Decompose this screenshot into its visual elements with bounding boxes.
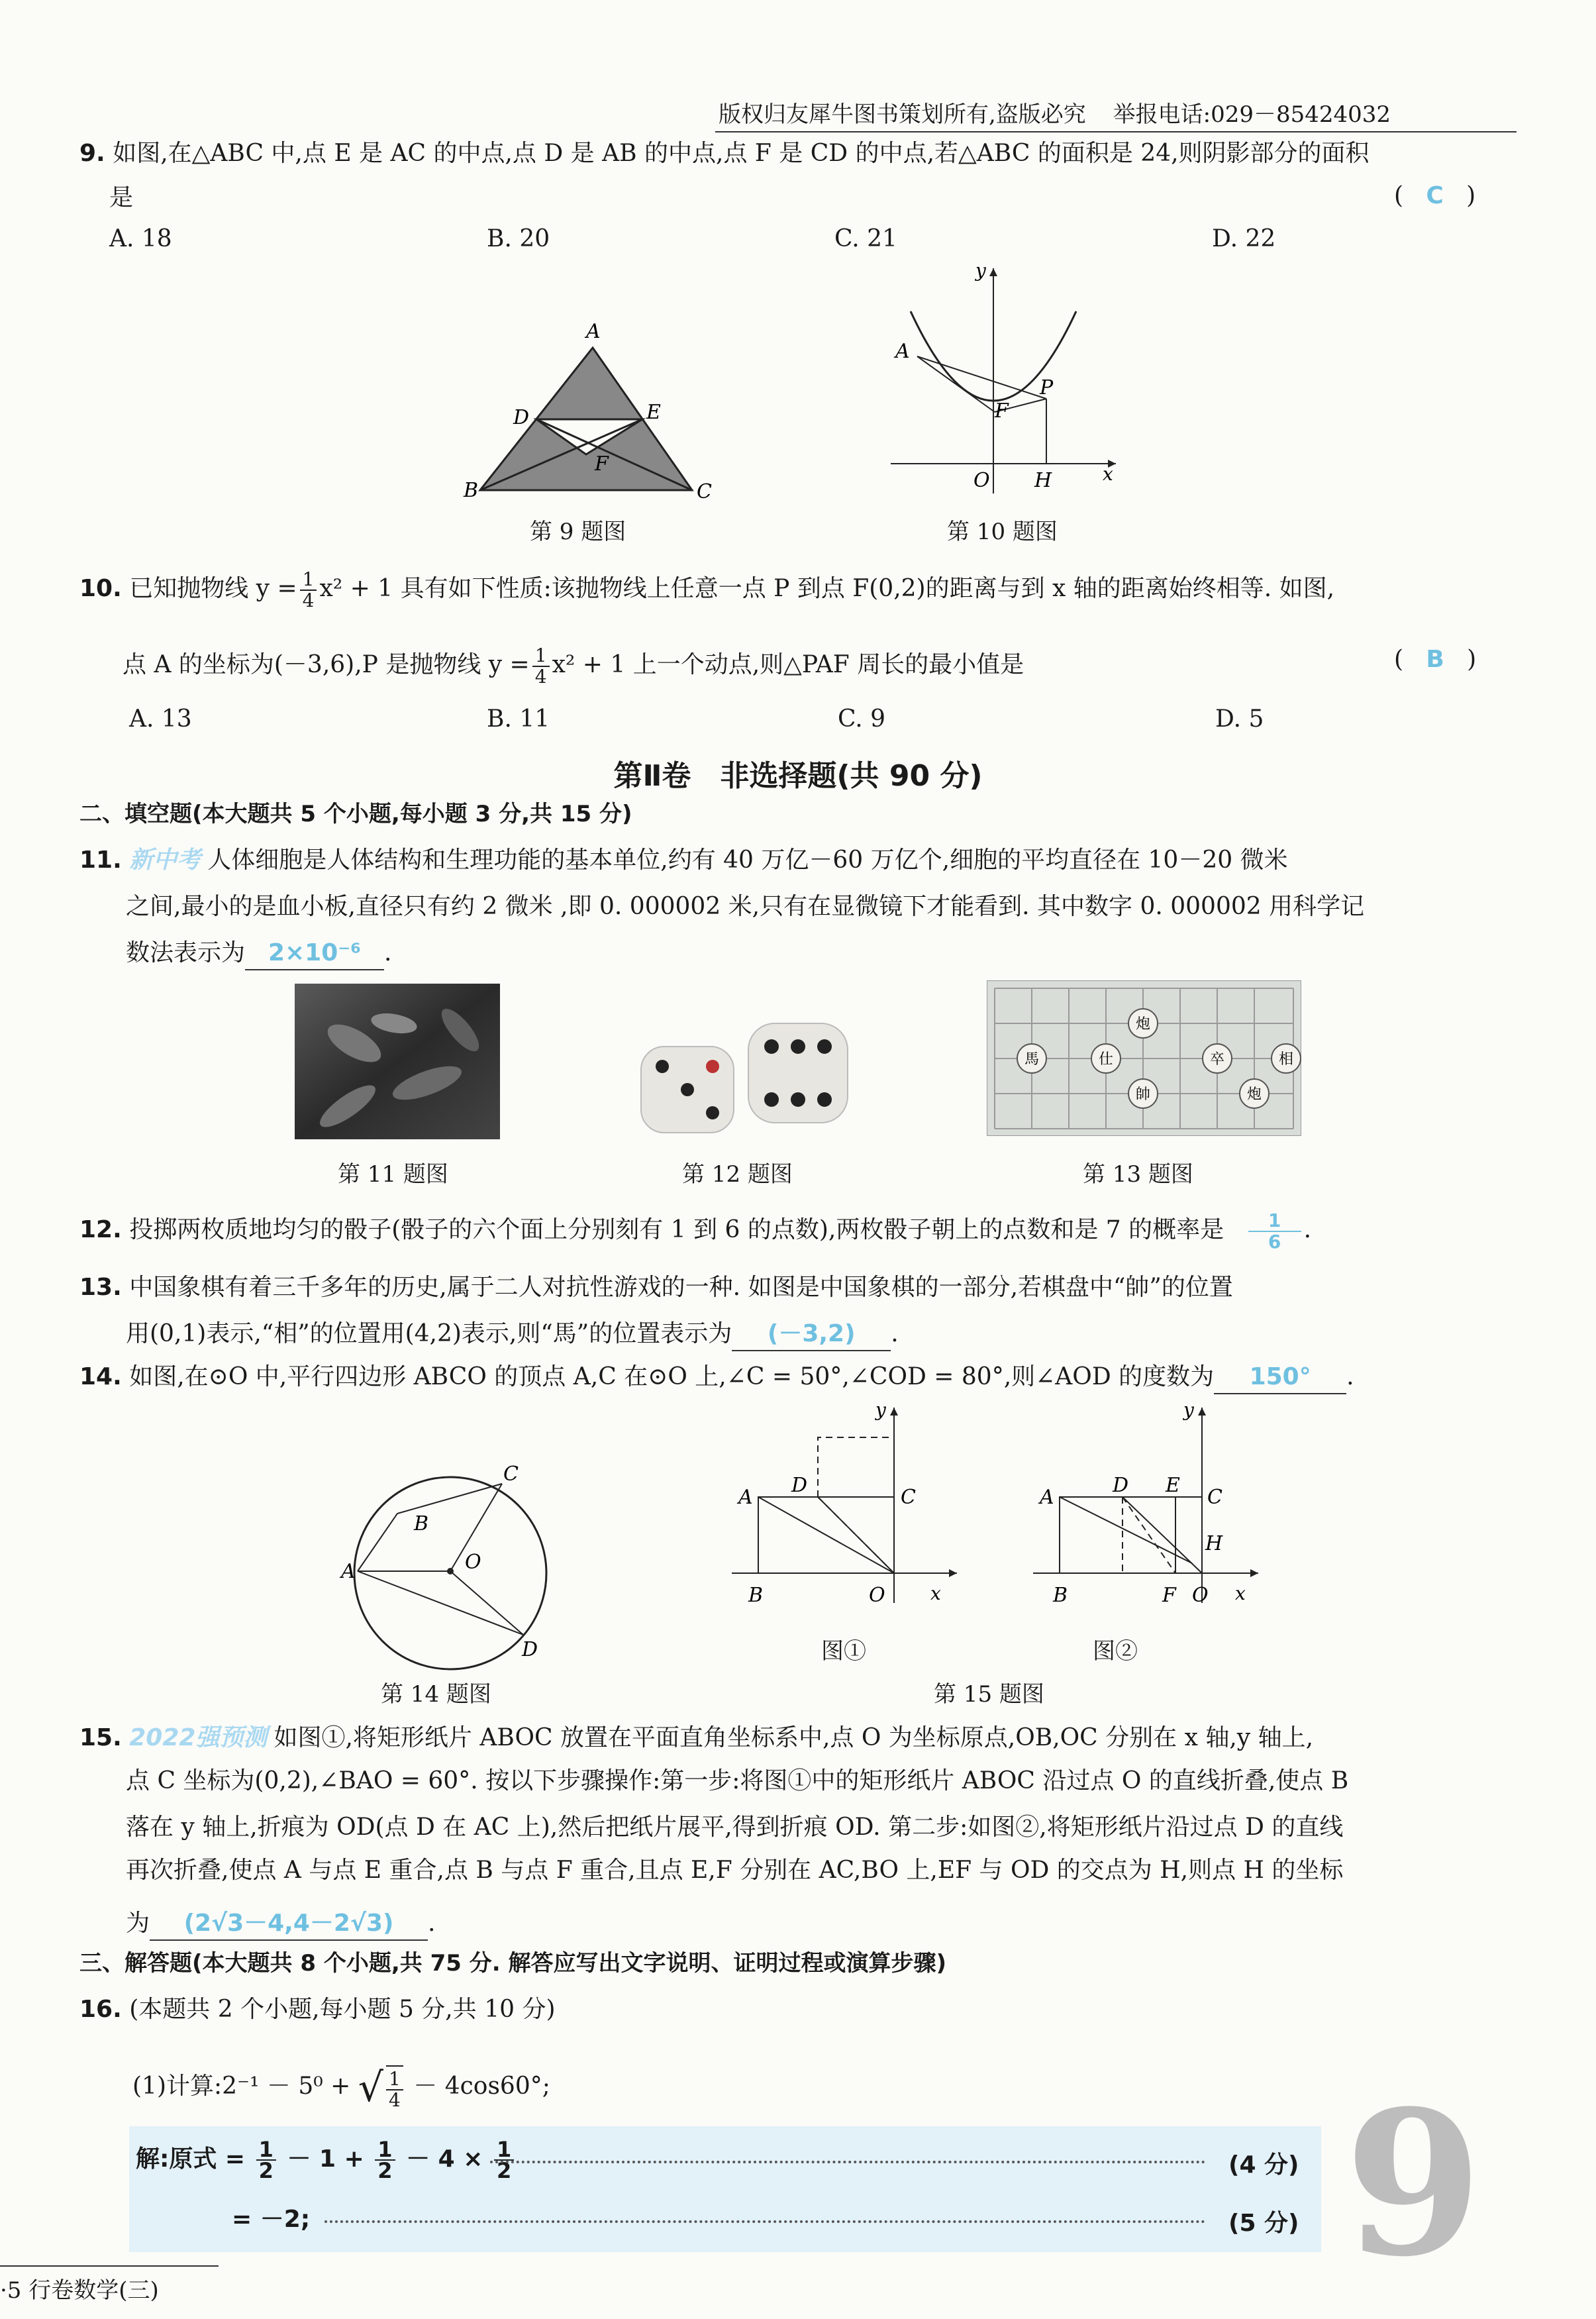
q15-answer: (2√3－4,4－2√3) [150, 1908, 428, 1941]
sol-frac3-num: 1 [494, 2139, 514, 2161]
chess-piece-ma: 馬 [1024, 1051, 1040, 1068]
sol-score-1: (4 分) [1228, 2151, 1299, 2179]
q11-cell-image [295, 984, 500, 1139]
q16-part1 [132, 2060, 550, 2114]
q15f2-label-d: D [1113, 1474, 1129, 1497]
q15-figure-1 [728, 1398, 967, 1616]
q16-part1b: － 4cos60°; [413, 2073, 550, 2100]
q10-option-b: B. 11 [487, 705, 550, 733]
sol-frac-1 [256, 2139, 276, 2181]
sol-dots-1 [490, 2161, 1205, 2163]
q11-caption: 第 11 题图 [338, 1161, 448, 1188]
q16-intro-line [79, 1994, 556, 2026]
q10-frac2-den: 4 [534, 666, 547, 688]
sol-frac-3 [494, 2139, 514, 2181]
sol-frac3-den: 2 [496, 2158, 512, 2183]
q10-label-a: A [895, 340, 910, 363]
q11-tag: 新中考 [129, 847, 201, 874]
q15-text3: 落在 y 轴上,折痕为 OD(点 D 在 AC 上),然后把纸片展平,得到折痕 OD. 第二步:如图②,将矩形纸片沿过点 D 的直线 [126, 1814, 1344, 1841]
q14-label-a: A [341, 1560, 356, 1583]
chess-piece-shuai: 帥 [1136, 1086, 1151, 1103]
chess-piece-xiang: 相 [1279, 1051, 1294, 1068]
q15f2-label-f: F [1162, 1584, 1176, 1607]
q14-label-o: O [465, 1551, 481, 1574]
q10-number: 10. [79, 575, 122, 602]
q11-line3: 数法表示为 2×10⁻⁶ . [126, 937, 391, 970]
q9-label-a: A [586, 320, 601, 343]
q14-label-b: B [414, 1512, 429, 1535]
footer-text: ·5 行卷数学(三) [0, 2277, 159, 2304]
q15-figure-2 [1030, 1398, 1268, 1616]
page-number: 9 [1344, 2067, 1483, 2300]
q12-answer-den: 6 [1268, 1231, 1281, 1253]
q13-text2: 用(0,1)表示,“相”的位置用(4,2)表示,则“馬”的位置表示为 [126, 1320, 732, 1347]
q15-line5: 为 (2√3－4,4－2√3) . [126, 1908, 435, 1941]
q10-text1b: x² + 1 具有如下性质:该抛物线上任意一点 P 到点 F(0,2)的距离与到 x 轴的距离始终相等. 如图, [319, 575, 1335, 602]
q10-option-d: D. 5 [1215, 705, 1264, 733]
q9-option-a: A. 18 [109, 225, 172, 252]
q15-text2: 点 C 坐标为(0,2),∠BAO = 60°. 按以下步骤操作:第一步:将图①中的矩形纸片 ABOC 沿过点 O 的直线折叠,使点 B [126, 1767, 1349, 1794]
q15-sub2-caption: 图② [1093, 1638, 1138, 1665]
sol-frac2-num: 1 [375, 2139, 395, 2161]
q14-answer: 150° [1214, 1361, 1346, 1394]
sol-frac-2 [375, 2139, 395, 2181]
q15f2-label-e: E [1166, 1474, 1180, 1497]
header-copyright: 版权归友犀牛图书策划所有,盗版必究 [719, 101, 1086, 128]
q10-answer-paren: ( B ) [1394, 646, 1477, 673]
q9-option-b: B. 20 [487, 225, 550, 252]
q15f2-label-y: y [1183, 1399, 1194, 1421]
q16-number: 16. [79, 1996, 122, 2023]
q16-intro: (本题共 2 个小题,每小题 5 分,共 10 分) [129, 1996, 556, 2023]
q11-answer: 2×10⁻⁶ [245, 937, 384, 970]
q13-answer: (－3,2) [732, 1318, 891, 1351]
sol-term-m4: － 4 × [406, 2145, 483, 2173]
q12-caption: 第 12 题图 [682, 1161, 793, 1188]
q14-label-c: C [503, 1464, 519, 1486]
q9-label-b: B [464, 479, 479, 502]
q10-option-c: C. 9 [838, 705, 886, 733]
q15f1-label-o: O [869, 1584, 885, 1607]
q10-text1a: 已知抛物线 y = [129, 575, 297, 602]
section3-heading: 三、解答题(本大题共 8 个小题,共 75 分. 解答应写出文字说明、证明过程或演算步骤) [79, 1950, 947, 1977]
q15f1-label-d: D [791, 1474, 808, 1497]
q15f1-label-b: B [748, 1584, 764, 1607]
q15-number: 15. [79, 1724, 122, 1751]
chess-piece-zu: 卒 [1210, 1051, 1225, 1068]
q9-text: 如图,在△ABC 中,点 E 是 AC 的中点,点 D 是 AB 的中点,点 F 是 CD 的中点,若△ABC 的面积是 24,则阴影部分的面积 [113, 140, 1370, 167]
solution-line1 [136, 2133, 517, 2186]
q10-fraction [300, 570, 317, 611]
q10-frac-den: 4 [302, 590, 315, 611]
q11-number: 11. [79, 847, 122, 874]
q10-option-a: A. 13 [129, 705, 192, 733]
q12-line: 12. 投掷两枚质地均匀的骰子(骰子的六个面上分别刻有 1 到 6 的点数),两枚骰子朝上的点数和是 7 的概率是 $\frac{1}{6}$ . [79, 1210, 1312, 1253]
q9-figure [457, 311, 722, 510]
q9-label-f: F [595, 452, 609, 476]
q15-tag: 2022强预测 [129, 1724, 268, 1751]
sol-frac1-den: 2 [258, 2158, 274, 2183]
q13-chess-board [987, 980, 1301, 1136]
q10-frac2-num: 1 [532, 646, 550, 667]
q9-text2: 是 [109, 184, 134, 211]
q10-fraction-2 [532, 646, 550, 687]
q9-label-d: D [513, 406, 530, 429]
q15f2-label-a: A [1040, 1486, 1054, 1509]
q13-line1 [79, 1272, 1233, 1304]
q15f2-label-b: B [1053, 1584, 1068, 1607]
q11-line1 [79, 845, 1288, 876]
q15-line1 [79, 1722, 1313, 1754]
q14-figure [338, 1464, 563, 1682]
q14-caption: 第 14 题图 [381, 1681, 491, 1708]
q15-text5: 为 [126, 1910, 150, 1937]
part2-title: 第Ⅱ卷 非选择题(共 90 分) [613, 759, 983, 793]
chess-piece-pao1: 炮 [1136, 1016, 1151, 1033]
q10-figure [881, 258, 1132, 503]
q12-dice-image [636, 1020, 854, 1146]
sol-label: 解:原式 = [136, 2145, 246, 2173]
q15f2-label-c: C [1207, 1486, 1222, 1509]
q10-label-y: y [975, 260, 986, 282]
q15-caption: 第 15 题图 [934, 1681, 1044, 1708]
q10-text2a: 点 A 的坐标为(－3,6),P 是抛物线 y = [123, 651, 530, 678]
sol-score-2: (5 分) [1228, 2210, 1299, 2237]
q12-answer [1248, 1211, 1301, 1252]
q9-line1 [79, 138, 1370, 170]
q14-number: 14. [79, 1363, 122, 1390]
footer-rule [0, 2265, 219, 2267]
sol-dots-2 [324, 2220, 1205, 2223]
q9-label-c: C [697, 480, 712, 503]
q10-line2 [123, 646, 1024, 687]
q16-sqrt-frac [386, 2065, 403, 2110]
q10-label-o: O [973, 469, 990, 492]
q14-line: 14. 如图,在⊙O 中,平行四边形 ABCO 的顶点 A,C 在⊙O 上,∠C = 50°,∠COD = 80°,则∠AOD 的度数为 150° . [79, 1361, 1354, 1394]
q9-caption: 第 9 题图 [530, 519, 626, 545]
q10-answer: B [1426, 646, 1444, 673]
q9-answer: C [1426, 182, 1444, 209]
q14-text: 如图,在⊙O 中,平行四边形 ABCO 的顶点 A,C 在⊙O 上,∠C = 50°,∠COD = 80°,则∠AOD 的度数为 [129, 1363, 1215, 1390]
q15-text1: 如图①,将矩形纸片 ABOC 放置在平面直角坐标系中,点 O 为坐标原点,OB,OC 分别在 x 轴,y 轴上, [274, 1724, 1314, 1751]
sol-term-m1: － 1 + [287, 2145, 364, 2173]
q15f1-label-y: y [875, 1399, 886, 1421]
q11-text2: 之间,最小的是血小板,直径只有约 2 微米 ,即 0. 000002 米,只有在显微镜下才能看到. 其中数字 0. 000002 用科学记 [126, 893, 1365, 920]
q12-number: 12. [79, 1216, 122, 1243]
q10-label-p: P [1040, 376, 1054, 399]
q9-label-e: E [646, 401, 661, 424]
sol-frac1-num: 1 [256, 2139, 276, 2161]
section2-heading: 二、填空题(本大题共 5 个小题,每小题 3 分,共 15 分) [79, 801, 632, 827]
q15f1-label-a: A [738, 1486, 753, 1509]
q15f1-label-x: x [930, 1582, 941, 1604]
sqrt-sign: √ [358, 2065, 383, 2111]
q11-text1: 人体细胞是人体结构和生理功能的基本单位,约有 40 万亿－60 万亿个,细胞的平均直径在 10－20 微米 [207, 847, 1288, 874]
q9-option-c: C. 21 [834, 225, 897, 252]
q13-caption: 第 13 题图 [1083, 1161, 1193, 1188]
q13-text1: 中国象棋有着三千多年的历史,属于二人对抗性游戏的一种. 如图是中国象棋的一部分,若棋盘中“帥”的位置 [129, 1274, 1233, 1301]
header-rule [715, 131, 1517, 132]
q9-answer-paren: ( C ) [1394, 182, 1476, 209]
q16-sqrt-den: 4 [388, 2089, 401, 2111]
q15-text4: 再次折叠,使点 A 与点 E 重合,点 B 与点 F 重合,且点 E,F 分别在 AC,BO 上,EF 与 OD 的交点为 H,则点 H 的坐标 [126, 1857, 1344, 1884]
q10-label-x: x [1103, 463, 1113, 485]
sol-frac2-den: 2 [377, 2158, 393, 2183]
q10-caption: 第 10 题图 [947, 519, 1058, 545]
q10-line1 [79, 570, 1334, 611]
q13-number: 13. [79, 1274, 122, 1301]
q10-text2b: x² + 1 上一个动点,则△PAF 周长的最小值是 [552, 651, 1024, 678]
q15f2-label-o: O [1192, 1584, 1209, 1607]
q12-text: 投掷两枚质地均匀的骰子(骰子的六个面上分别刻有 1 到 6 的点数),两枚骰子朝上的点数和是 7 的概率是 [129, 1216, 1224, 1243]
sol-line2: = －2; [232, 2206, 311, 2233]
chess-piece-shi: 仕 [1099, 1051, 1114, 1068]
q9-option-d: D. 22 [1212, 225, 1276, 252]
q16-part1a: (1)计算:2⁻¹ － 5⁰ + [132, 2073, 351, 2100]
chess-piece-pao2: 炮 [1247, 1086, 1262, 1103]
q16-sqrt-num: 1 [386, 2069, 403, 2090]
header-report: 举报电话:029－85424032 [1113, 101, 1391, 128]
q11-text3: 数法表示为 [126, 939, 246, 966]
q15-sub1-caption: 图① [821, 1638, 866, 1665]
q10-frac-num: 1 [300, 570, 317, 591]
q15f2-label-h: H [1205, 1532, 1223, 1555]
q14-label-d: D [522, 1638, 538, 1661]
q12-answer-num: 1 [1248, 1211, 1301, 1232]
q10-label-h: H [1034, 469, 1052, 492]
q15f2-label-x: x [1235, 1582, 1246, 1604]
q13-line2: 用(0,1)表示,“相”的位置用(4,2)表示,则“馬”的位置表示为 (－3,2) . [126, 1318, 899, 1351]
q10-label-f: F [995, 399, 1009, 423]
q15f1-label-c: C [901, 1486, 916, 1509]
q9-number: 9. [79, 140, 105, 167]
header [719, 96, 1391, 129]
